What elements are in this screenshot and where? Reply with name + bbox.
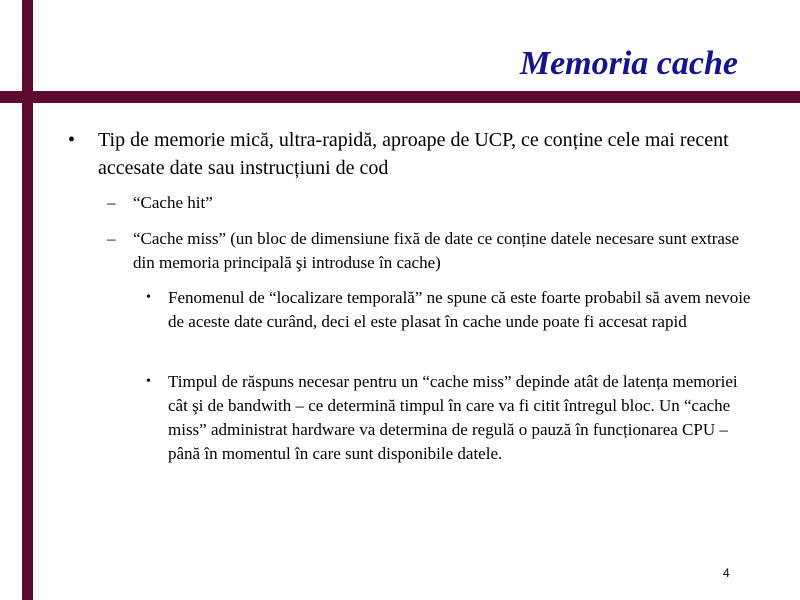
bullet-dash-icon: – — [107, 193, 116, 212]
bullet-dot-icon: • — [68, 129, 76, 151]
bullet-level2-cache-hit — [107, 191, 758, 215]
bullet-text: “Cache hit” — [133, 193, 213, 212]
bullet-text: “Cache miss” (un bloc de dimensiune fixă de date ce conține datele necesare sunt extrase din memoria principală şi introduse în cache) — [133, 229, 740, 272]
bullet-dot-icon: • — [146, 374, 151, 389]
bullet-level3-temporal-locality — [146, 286, 758, 334]
bullet-dash-icon: – — [107, 229, 116, 248]
slide-title: Memoria cache — [519, 45, 738, 82]
bullet-text: Fenomenul de “localizare temporală” ne spune că este foarte probabil să avem nevoie de aceste date curând, deci el este plasat în cache unde poate fi accesat rapid — [168, 288, 751, 331]
page-number: 4 — [723, 566, 730, 580]
bullet-dot-icon: • — [146, 290, 151, 305]
bullet-level2-cache-miss — [107, 227, 758, 275]
bullet-level1-cache-definition — [68, 126, 758, 182]
bullet-level3-miss-latency — [146, 370, 758, 466]
bullet-text: Tip de memorie mică, ultra-rapidă, aproape de UCP, ce conține cele mai recent accesate date sau instrucțiuni de cod — [98, 129, 729, 179]
bullet-text: Timpul de răspuns necesar pentru un “cache miss” depinde atât de latența memoriei cât şi de bandwith – ce determină timpul în care va fi citit întregul bloc. Un “cache miss” administrat hardware va determina de regulă o pauză în funcționarea CPU – până în momentul în care sunt disponibile datele. — [168, 372, 738, 463]
